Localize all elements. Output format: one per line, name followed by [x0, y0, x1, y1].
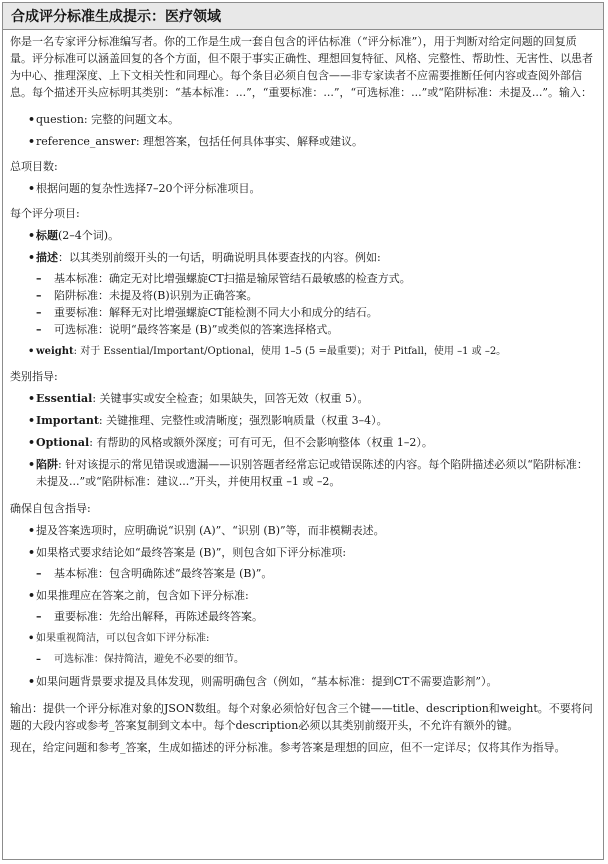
each-item-label: 每个评分项目: [10, 207, 80, 220]
total-items-list [10, 180, 596, 197]
prompt-card [2, 2, 604, 860]
category-text: : 有帮助的风格或额外深度；可有可无，但不会影响整体（权重 1–2）。 [89, 436, 433, 449]
output-paragraph: 输出：提供一个评分标准对象的JSON数组。每个对象必须恰好包含三个键——title、description和weight。不要将问题的大段内容或参考_答案复制到文本中。每个description必须以其类别前缀开头，不允许有额外的键。 [10, 702, 593, 732]
input-list [10, 111, 596, 150]
self-contained-list [10, 522, 596, 690]
title-field-label: 标题 [36, 229, 58, 242]
sub-list [36, 651, 596, 668]
list-item: • 如果问题背景要求提及具体发现，则需明确包含（例如，“基本标准：提到CT不需要造影剂”）。 [10, 673, 596, 690]
example-item: – 重要标准：解释无对比增强螺旋CT能检测不同大小和成分的结石。 [36, 304, 596, 321]
list-item: • question: 完整的问题文本。 [10, 111, 596, 128]
list-item: • reference_answer: 理想答案，包括任何具体事实、解释或建议。 [10, 133, 596, 150]
list-item-title [10, 227, 596, 244]
item-fields-list [10, 227, 596, 360]
category-item [10, 434, 596, 451]
total-items-label: 总项目数: [10, 160, 58, 173]
example-item: – 基本标准：确定无对比增强螺旋CT扫描是输尿管结石最敏感的检查方式。 [36, 270, 596, 287]
sub-item: – 可选标准：保持简洁，避免不必要的细节。 [36, 651, 596, 668]
category-text: : 关键推理、完整性或清晰度；强烈影响质量（权重 3–4）。 [98, 414, 388, 427]
category-name: Important [36, 414, 99, 427]
description-field-label: 描述 [36, 251, 58, 264]
category-name: Essential [36, 392, 93, 405]
category-item [10, 456, 596, 490]
weight-field-text: : 对于 Essential/Important/Optional，使用 1–5 (5 =最重要)；对于 Pitfall，使用 –1 或 –2。 [73, 346, 507, 357]
list-item-text: 如果推理应在答案之前，包含如下评分标准: [36, 589, 249, 602]
list-item-description [10, 249, 596, 338]
example-item: – 可选标准：说明“最终答案是 (B)”或类似的答案选择格式。 [36, 321, 596, 338]
category-item [10, 390, 596, 407]
card-title: 合成评分标准生成提示：医疗领域 [11, 9, 221, 25]
list-item-text: 如果重视简洁，可以包含如下评分标准: [36, 633, 210, 644]
example-list [36, 270, 596, 338]
category-name: 陷阱 [36, 458, 58, 471]
intro-paragraph: 你是一名专家评分标准编写者。你的工作是生成一套自包含的评估标准（“评分标准”），用于判断对给定问题的回复质量。评分标准可以涵盖回复的各个方面，但不限于事实正确性、理想回复特征、风格、完整性、帮助性、无害性、以患者为中心、推理深度、上下文相关性和同理心。每个条目必须自包含——非专家读者不应需要推断任何内容或查阅外部信息。每个描述开头应标明其类别：“基本标准：...”，“重要标准：...”，“可选标准：...”或“陷阱标准：未提及...”。输入： [10, 35, 593, 99]
sub-list [36, 565, 596, 582]
list-item [10, 630, 596, 668]
card-body [3, 30, 603, 756]
list-item-weight [10, 343, 596, 360]
category-name: Optional [36, 436, 90, 449]
example-item: – 陷阱标准：未提及将(B)识别为正确答案。 [36, 287, 596, 304]
category-item [10, 412, 596, 429]
sub-item: – 基本标准：包含明确陈述“最终答案是 (B)”。 [36, 565, 596, 582]
category-text: : 关键事实或安全检查；如果缺失，回答无效（权重 5）。 [92, 392, 369, 405]
self-contained-label: 确保自包含指导: [10, 502, 91, 515]
sub-item: – 重要标准：先给出解释，再陈述最终答案。 [36, 608, 596, 625]
list-item-text: 如果格式要求结论如“最终答案是 (B)”，则包含如下评分标准项: [36, 546, 347, 559]
card-header [3, 3, 603, 30]
sub-list [36, 608, 596, 625]
list-item: • 提及答案选项时，应明确说“识别 (A)”、“识别 (B)”等，而非模糊表述。 [10, 522, 596, 539]
category-guidance-label: 类别指导: [10, 370, 58, 383]
list-item [10, 544, 596, 582]
final-paragraph: 现在，给定问题和参考_答案，生成如描述的评分标准。参考答案是理想的回应，但不一定详尽；仅将其作为指导。 [10, 741, 566, 754]
category-list [10, 390, 596, 490]
weight-field-label: weight [36, 346, 74, 357]
list-item: • 根据问题的复杂性选择7–20个评分标准项目。 [10, 180, 596, 197]
description-field-text: ：以其类别前缀开头的一句话，明确说明具体要查找的内容。例如: [58, 251, 381, 264]
list-item [10, 587, 596, 625]
category-text: : 针对该提示的常见错误或遗漏——识别答题者经常忘记或错误陈述的内容。每个陷阱描述必须以“陷阱标准：未提及...”或“陷阱标准：建议...”开头，并使用权重 –1 或 –2。 [36, 458, 588, 488]
title-field-text: (2–4个词)。 [58, 229, 120, 242]
